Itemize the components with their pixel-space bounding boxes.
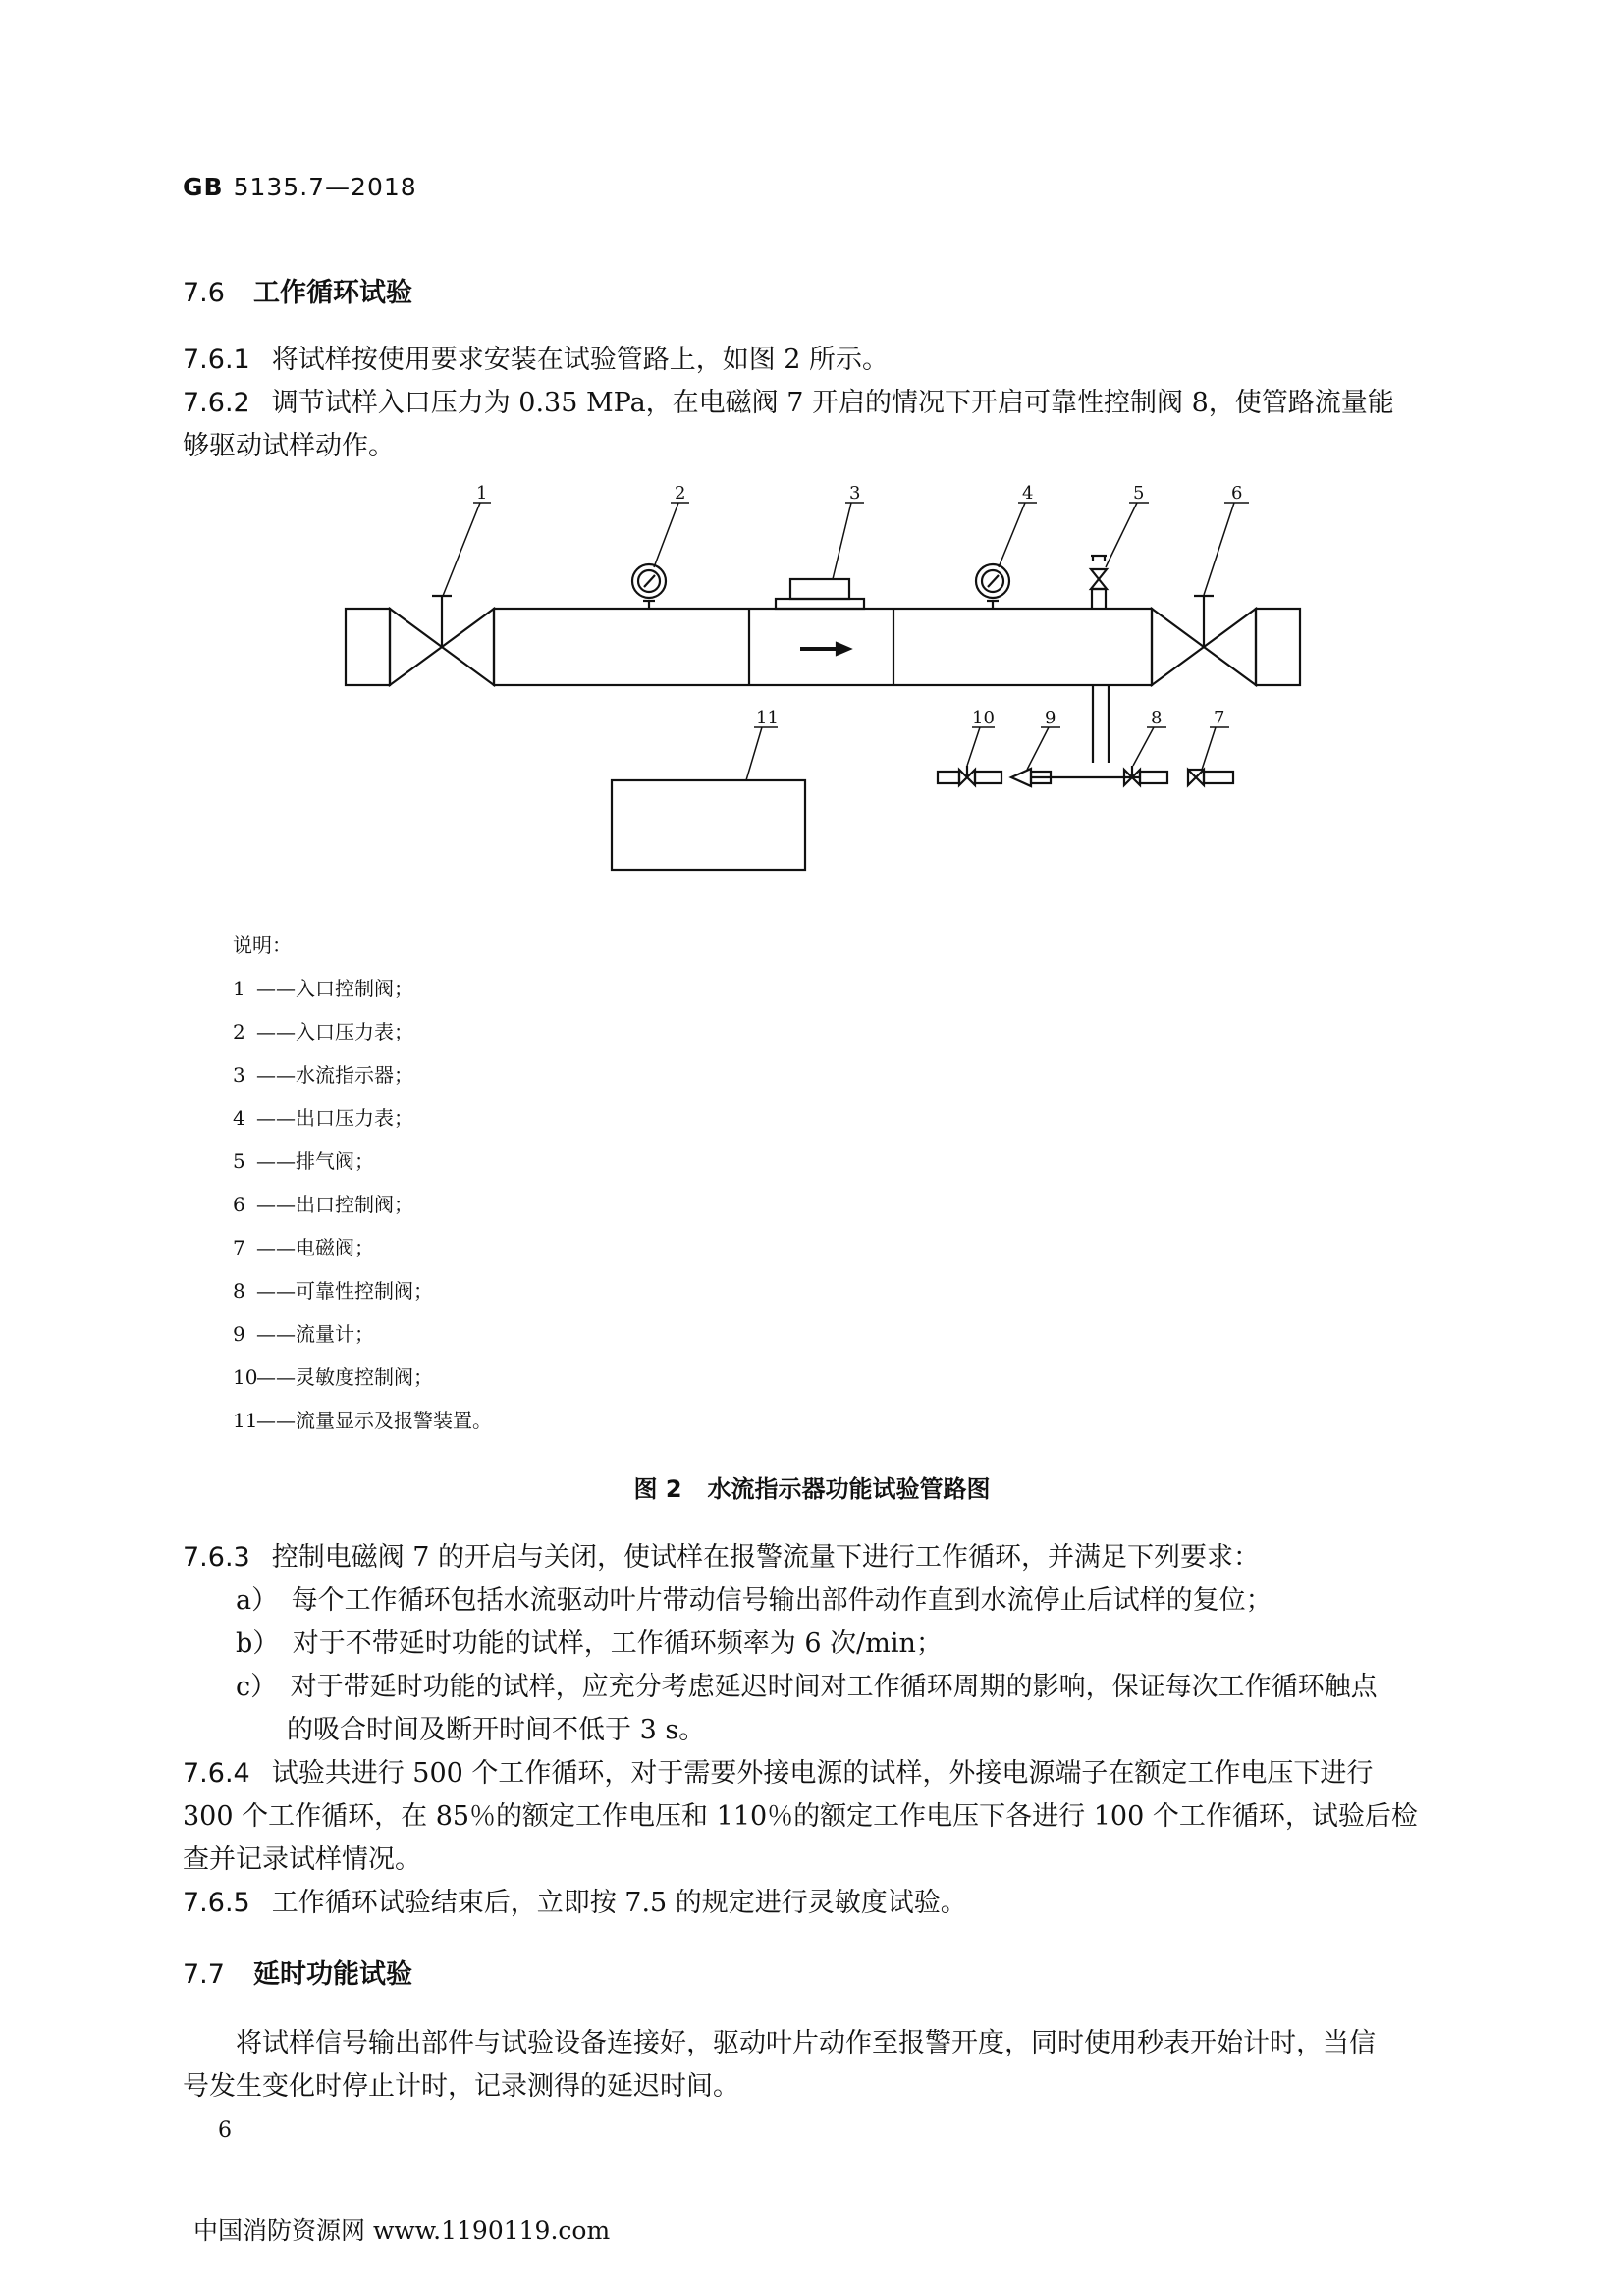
footer-watermark: 中国消防资源网 www.1190119.com (193, 2216, 611, 2245)
flow-arrow (800, 643, 850, 655)
vent-valve (1091, 556, 1107, 609)
legend-title: 说明： (233, 934, 292, 957)
inlet-pressure-gauge (632, 564, 666, 609)
paragraph-7-6-3: 7.6.3 控制电磁阀 7 的开启与关闭，使试样在报警流量下进行工作循环，并满足下列要求： (183, 1542, 1261, 1573)
paragraph-7-6-4-cont2: 查并记录试样情况。 (183, 1844, 421, 1875)
inlet-control-valve (346, 596, 494, 685)
paragraph-7-7: 将试样信号输出部件与试验设备连接好，驱动叶片动作至报警开度，同时使用秒表开始计时，当信 (236, 2028, 1376, 2058)
page-number: 6 (218, 2118, 232, 2143)
standard-number (183, 173, 417, 201)
callout-1: 1 (476, 483, 488, 504)
legend-item: 6 ——出口控制阀； (233, 1193, 413, 1216)
legend-item: 10——灵敏度控制阀； (233, 1365, 433, 1389)
list-item-c: c） 对于带延时功能的试样，应充分考虑延迟时间对工作循环周期的影响，保证每次工作循环触点 (236, 1672, 1378, 1702)
callout-2: 2 (675, 483, 686, 504)
leader-lines (443, 503, 1249, 780)
callout-9: 9 (1045, 708, 1056, 728)
paragraph-7-6-2-cont: 够驱动试样动作。 (183, 431, 395, 461)
flow-display-alarm-device (612, 780, 805, 870)
paragraph-7-7-cont: 号发生变化时停止计时，记录测得的延迟时间。 (183, 2071, 739, 2102)
legend-item: 3 ——水流指示器； (233, 1063, 413, 1087)
legend-item: 9 ——流量计； (233, 1322, 374, 1346)
standard-prefix: GB (183, 173, 224, 201)
legend-item: 5 ——排气阀； (233, 1149, 374, 1173)
list-item-c-cont: 的吸合时间及断开时间不低于 3 s。 (287, 1715, 706, 1745)
callout-7: 7 (1214, 708, 1225, 728)
paragraph-7-6-4-cont: 300 个工作循环，在 85％的额定工作电压和 110％的额定工作电压下各进行 100 个工作循环，试验后检 (183, 1801, 1418, 1832)
legend-item: 8 ——可靠性控制阀； (233, 1279, 433, 1303)
solenoid-valve (1188, 770, 1233, 785)
legend-item: 1 ——入口控制阀； (233, 977, 413, 1000)
callout-10: 10 (972, 708, 995, 728)
callout-6: 6 (1231, 483, 1243, 504)
pipeline-diagram (0, 471, 1624, 883)
legend-item: 7 ——电磁阀； (233, 1236, 374, 1259)
standard-code: 5135.7—2018 (233, 173, 417, 201)
paragraph-7-6-5: 7.6.5 工作循环试验结束后，立即按 7.5 的规定进行灵敏度试验。 (183, 1888, 967, 1918)
figure-caption: 图 2 水流指示器功能试验管路图 (633, 1475, 991, 1503)
reliability-control-valve (1124, 766, 1167, 785)
water-flow-indicator (776, 579, 864, 609)
section-heading-7-6: 7.6 工作循环试验 (183, 278, 412, 308)
legend-item: 4 ——出口压力表； (233, 1106, 413, 1130)
section-heading-7-7: 7.7 延时功能试验 (183, 1959, 412, 1990)
callout-3: 3 (849, 483, 861, 504)
sensitivity-control-valve (938, 766, 975, 785)
outlet-pressure-gauge (976, 564, 1009, 609)
paragraph-7-6-2: 7.6.2 调节试样入口压力为 0.35 MPa，在电磁阀 7 开启的情况下开启可靠性控制阀 8，使管路流量能 (183, 388, 1394, 418)
legend-item: 11——流量显示及报警装置。 (233, 1409, 492, 1432)
paragraph-7-6-1: 7.6.1 将试样按使用要求安装在试验管路上，如图 2 所示。 (183, 345, 890, 375)
callout-4: 4 (1022, 483, 1034, 504)
list-item-a: a） 每个工作循环包括水流驱动叶片带动信号输出部件动作直到水流停止后试样的复位； (236, 1585, 1272, 1616)
list-item-b: b） 对于不带延时功能的试样，工作循环频率为 6 次/min； (236, 1629, 943, 1659)
legend-item: 2 ——入口压力表； (233, 1020, 413, 1043)
outlet-control-valve (1152, 596, 1300, 685)
callout-5: 5 (1133, 483, 1145, 504)
paragraph-7-6-4: 7.6.4 试验共进行 500 个工作循环，对于需要外接电源的试样，外接电源端子在额定工作电压下进行 (183, 1758, 1374, 1789)
callout-11: 11 (756, 708, 779, 728)
callout-8: 8 (1151, 708, 1163, 728)
